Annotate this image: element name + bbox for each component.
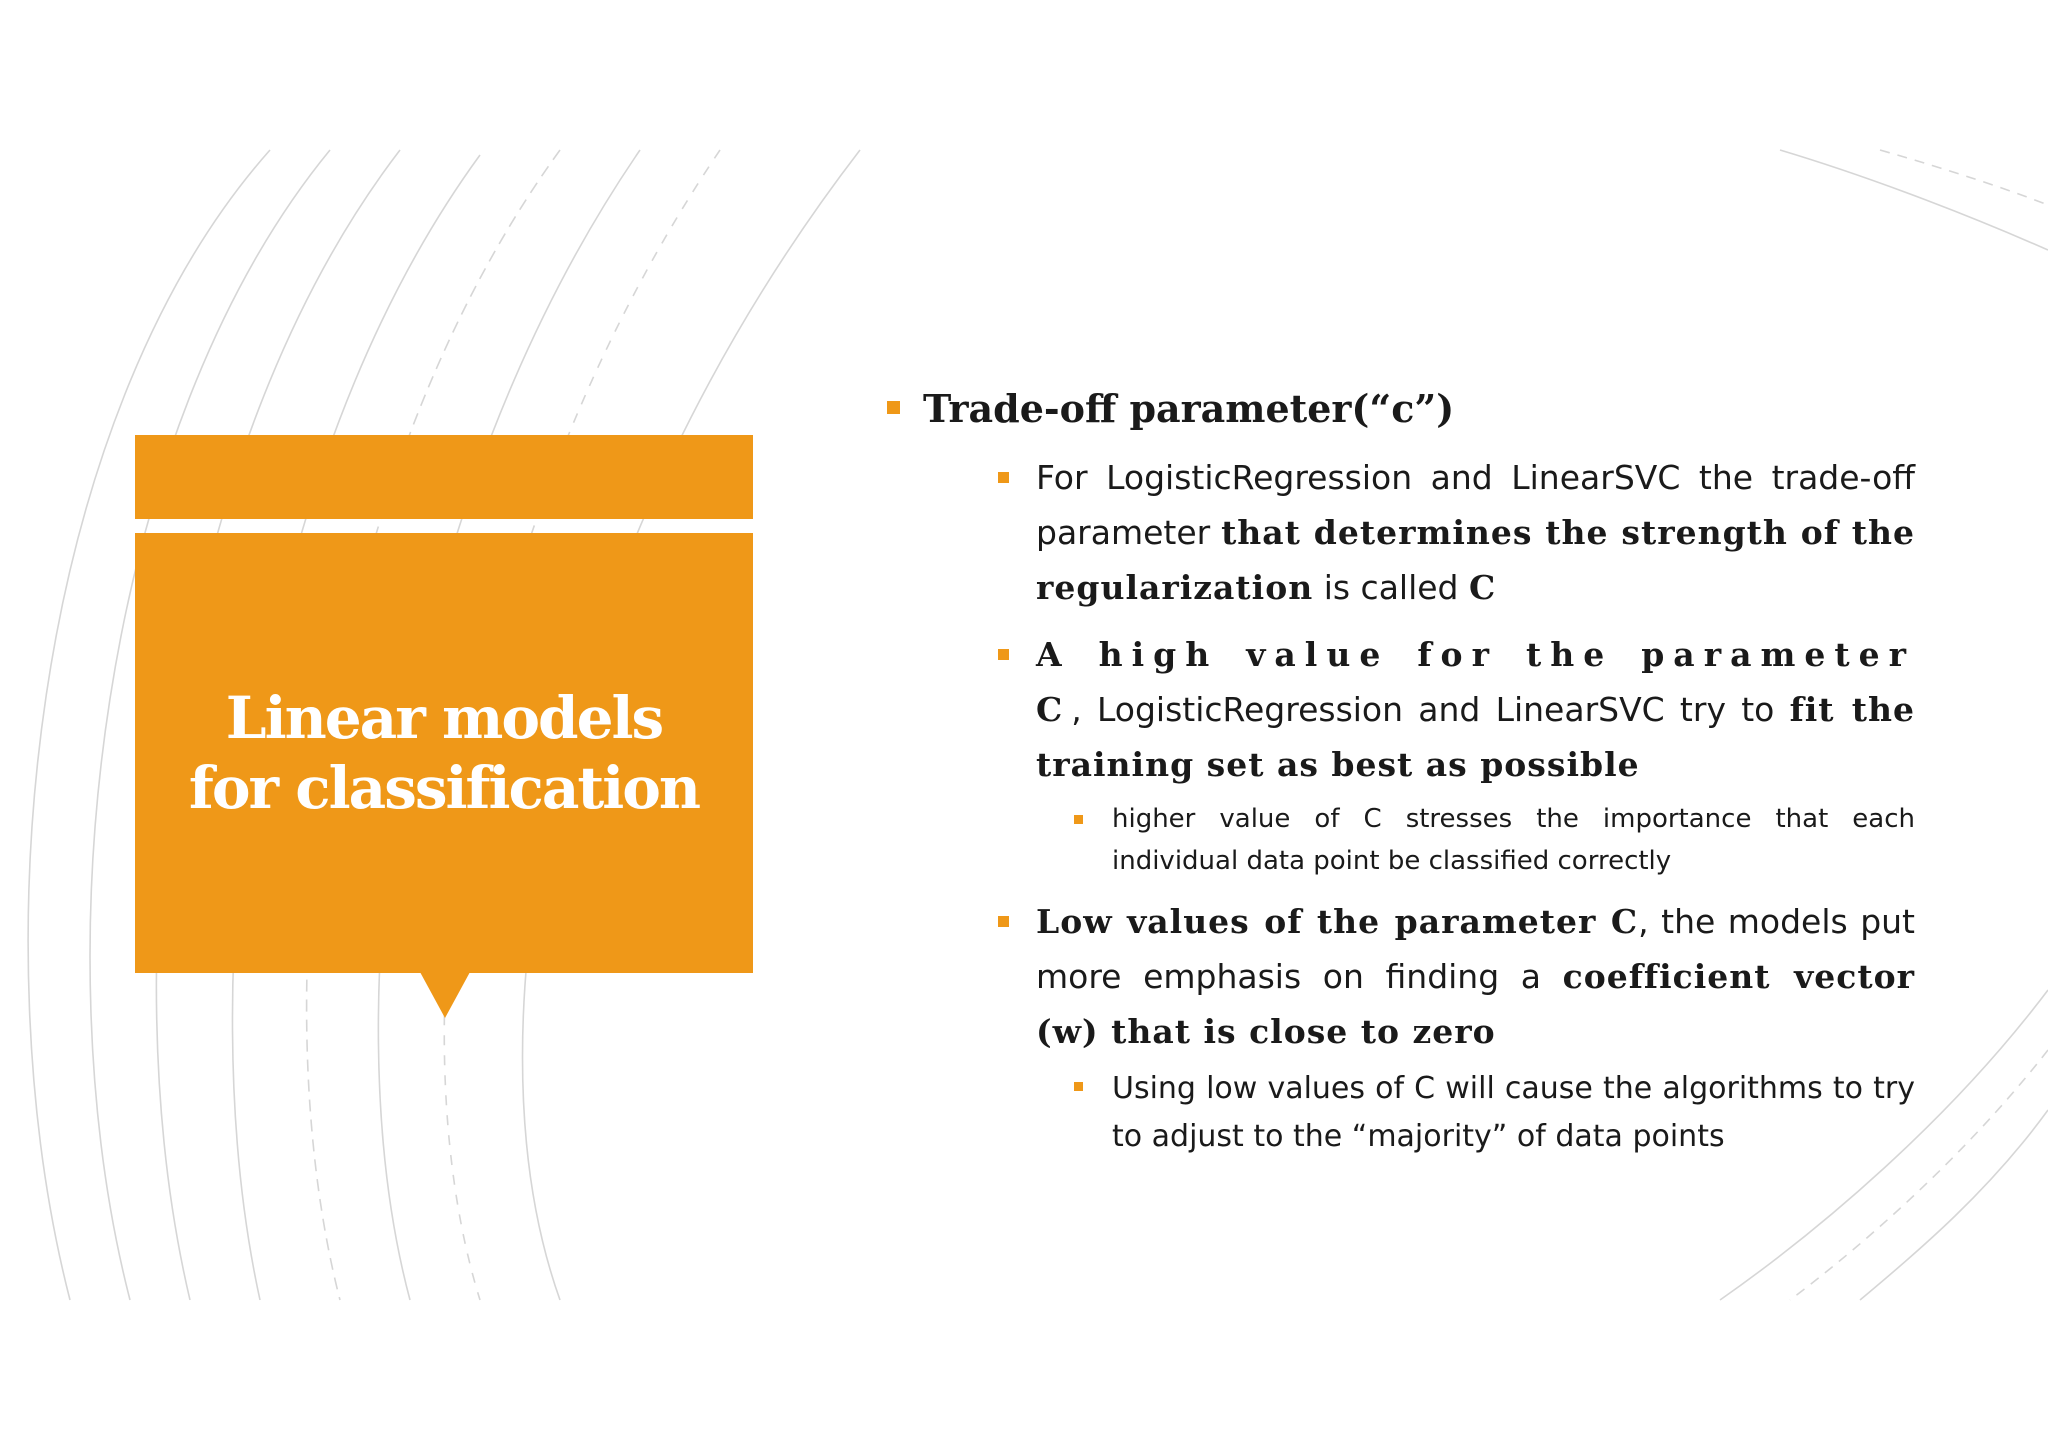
bullet-square-icon <box>887 401 900 414</box>
sub-bullet-low-c <box>1074 1065 1915 1161</box>
sub-bullet-high-c <box>1074 798 1915 882</box>
slide-title <box>189 683 699 823</box>
bullet-high-c-text <box>1036 627 1915 792</box>
bullet-high-c <box>998 627 1915 882</box>
bullet-regularization-text <box>1036 450 1915 615</box>
title-box <box>135 533 753 973</box>
text-run-bold: Low values of the parameter C <box>1036 902 1639 941</box>
bullet-square-icon <box>998 472 1009 483</box>
bullet-square-icon <box>998 916 1009 927</box>
bullet-low-c <box>998 894 1915 1161</box>
title-accent-strip <box>135 435 753 519</box>
slide-title-line-2: for classification <box>188 754 700 822</box>
text-run-bold: C <box>1469 568 1497 607</box>
slide-content <box>885 380 1915 1173</box>
text-run-bold: fit the training set as best as possible <box>1036 690 1915 784</box>
bullet-square-icon <box>1074 815 1083 824</box>
bullet-square-icon <box>998 649 1009 660</box>
bullet-regularization <box>998 450 1915 615</box>
sub-bullet-low-c-text: Using low values of C will cause the algorithms to try to adjust to the “majority” of data points <box>1112 1071 1915 1154</box>
bullet-low-c-text <box>1036 894 1915 1059</box>
slide-title-line-1: Linear models <box>225 684 663 752</box>
bullet-main-text: Trade-off parameter(“c”) <box>923 386 1455 431</box>
text-run: is called <box>1313 568 1469 607</box>
bullet-main <box>885 380 1915 1161</box>
text-run: For LogisticRegression and LinearSVC the trade-off parameter <box>1036 458 1915 552</box>
text-run-bold: that determines the strength of the regularization <box>1036 513 1915 607</box>
text-run: , the models put more emphasis on finding a <box>1036 902 1915 996</box>
text-run-bold: A high value for the parameter C <box>1036 635 1915 729</box>
callout-pointer <box>420 972 470 1018</box>
sub-bullet-high-c-text: higher value of C stresses the importance that each individual data point be classified correctly <box>1112 804 1915 876</box>
text-run: , LogisticRegression and LinearSVC try to <box>1071 690 1790 729</box>
text-run-bold: coefficient vector (w) that is close to zero <box>1036 957 1916 1051</box>
bullet-square-icon <box>1074 1082 1083 1091</box>
